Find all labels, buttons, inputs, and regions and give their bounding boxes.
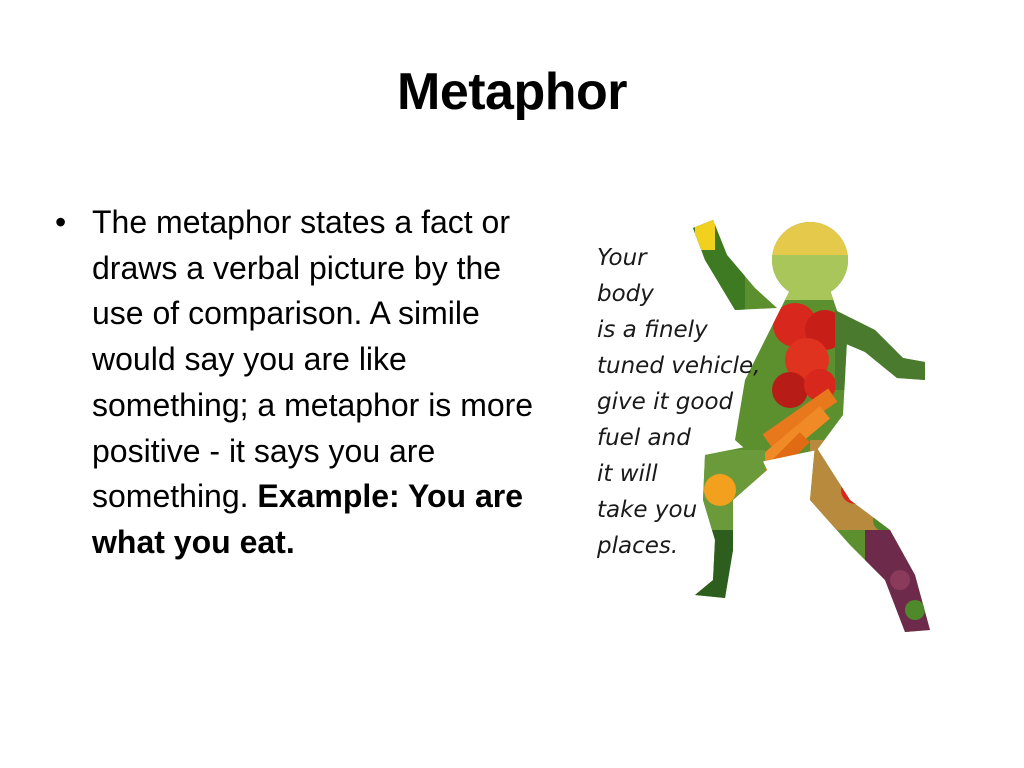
- caption-line: it will: [597, 461, 658, 487]
- bullet-marker: •: [55, 204, 67, 240]
- bullet-text: [92, 200, 550, 566]
- slide-title: Metaphor: [397, 63, 627, 121]
- example-text: Example: You are what you eat.: [92, 478, 524, 560]
- bullet-point: [55, 200, 550, 566]
- caption-line: body: [597, 281, 654, 307]
- caption-line: tuned vehicle,: [597, 353, 761, 379]
- caption-line: places.: [597, 533, 679, 559]
- body-text: The metaphor states a fact or draws a verbal picture by the use of comparison. A simile would say you are like something; a metaphor is more positive - it says you are something.: [92, 204, 534, 515]
- illustration-caption: [597, 240, 767, 564]
- caption-line: take you: [597, 497, 698, 523]
- caption-line: give it good: [597, 389, 734, 415]
- caption-line: is a finely: [597, 317, 708, 343]
- caption-line: Your: [597, 245, 647, 271]
- caption-line: fuel and: [597, 425, 691, 451]
